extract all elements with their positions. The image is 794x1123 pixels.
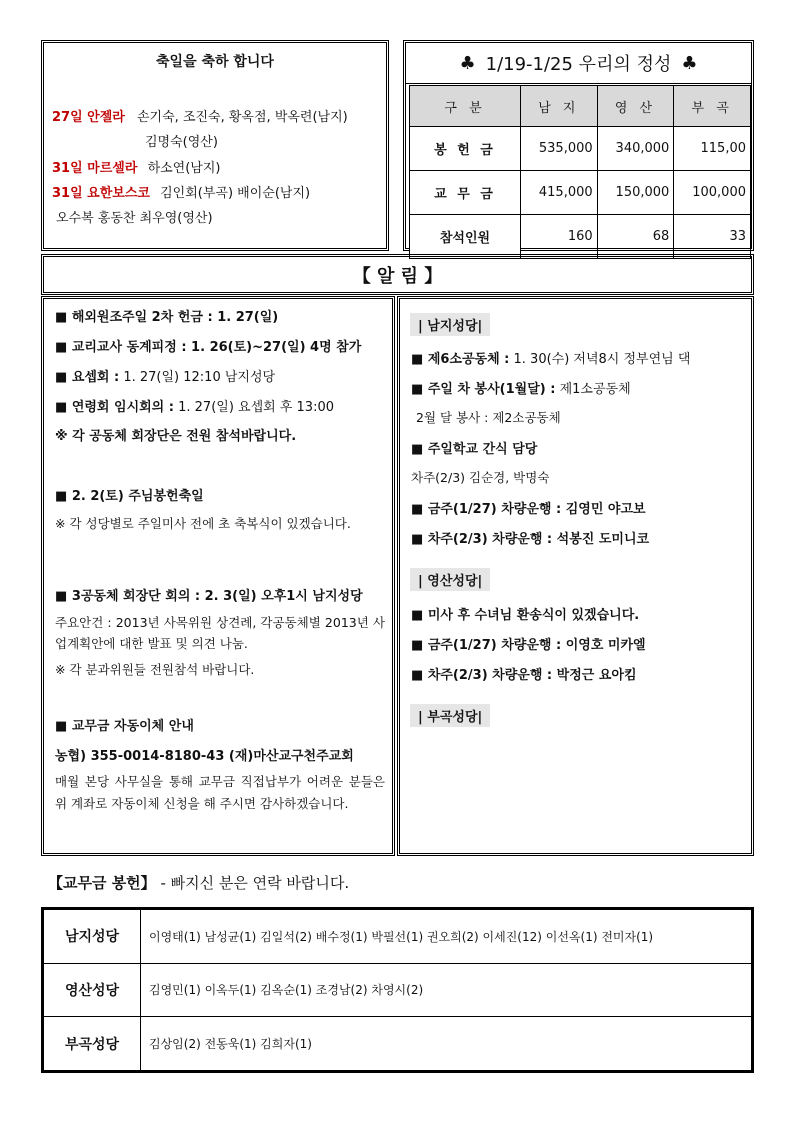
notice-head: 차주(2/3) 차량운행 : 박정근 요아킴 (427, 668, 637, 683)
feast-line (52, 182, 310, 201)
notice-head: 해외원조주일 2차 헌금 : (71, 310, 213, 325)
offering-table (409, 85, 751, 259)
feast-names: 오수복 홍동찬 최우영(영산) (56, 211, 213, 226)
feast-day: 31일 마르셀라 (52, 161, 138, 176)
feast-names: 손기숙, 조진숙, 황옥점, 박옥련(남지) (137, 110, 348, 125)
notice-note: ※ 각 성당별로 주일미사 전에 초 축복식이 있겠습니다. (55, 516, 351, 531)
parish-tag-yeongsan: | 영산성당| (410, 568, 490, 591)
offering-row-label: 참석인원 (410, 215, 521, 259)
feast-title: 축일을 축하 합니다 (156, 54, 274, 70)
notice-item: ■ 요셉회 : 1. 27(일) 12:10 남지성당 (55, 370, 276, 385)
notice-head: 교리교사 동계피정 : 1. 26(토)~27(일) 4명 참가 (71, 340, 362, 355)
offering-title: 1/19-1/25 우리의 정성 (485, 54, 672, 75)
member-names: 이영태(1) 남성균(1) 김일석(2) 배수정(1) 박필선(1) 권오희(2) 이세진(12) 이선옥(1) 전미자(1) (141, 910, 752, 964)
notice-rest: 1. 27(일) (212, 310, 279, 325)
contribution-row (44, 910, 752, 964)
notice-item: ■ 3공동체 회장단 회의 : 2. 3(일) 오후1시 남지성당 (55, 589, 363, 604)
notice-rest: 1. 30(수) 저녁8시 정부연님 댁 (509, 352, 691, 367)
notice-head: 제6소공동체 : (427, 352, 510, 367)
notice-head: 요셉회 : (71, 370, 120, 385)
notice-item: ■ 해외원조주일 2차 헌금 : 1. 27(일) (55, 310, 279, 325)
notice-head: 금주(1/27) 차량운행 : 이영호 미카엘 (427, 638, 646, 653)
offering-value: 415,000 (521, 171, 598, 215)
notices-right-column (397, 296, 754, 856)
offering-header: 남 지 (521, 86, 598, 127)
offering-value: 160 (521, 215, 598, 259)
feast-day: 27일 안젤라 (52, 110, 125, 125)
club-icon: ♣ (681, 52, 698, 74)
notice-item: ■ 미사 후 수녀님 환송식이 있겠습니다. (411, 608, 640, 623)
offering-value: 535,000 (521, 127, 598, 171)
offering-header: 부 곡 (674, 86, 751, 127)
notice-head: 차주(2/3) 차량운행 : 석봉진 도미니코 (427, 532, 650, 547)
notice-head: 미사 후 수녀님 환송식이 있겠습니다. (427, 608, 640, 623)
notice-item: ■ 연령회 임시회의 : 1. 27(일) 요셉회 후 13:00 (55, 400, 334, 415)
club-icon: ♣ (459, 52, 476, 74)
offering-header: 구 분 (410, 86, 521, 127)
notice-item: ■ 교리교사 동계피정 : 1. 26(토)~27(일) 4명 참가 (55, 340, 362, 355)
feast-names: 김인회(부곡) 배이순(남지) (160, 186, 311, 201)
notice-item: ■ 주일학교 간식 담당 (411, 442, 538, 457)
notice-rest: 1. 27(일) 12:10 남지성당 (119, 370, 276, 385)
parish-name: 남지성당 (44, 910, 141, 964)
notice-item: ■ 금주(1/27) 차량운행 : 김영민 야고보 (411, 502, 646, 517)
feast-line (145, 131, 218, 150)
notice-agenda: 주요안건 : 2013년 사목위원 상견례, 각공동체별 2013년 사업계획안에 대한 발표 및 의견 나눔. (55, 615, 385, 651)
contribution-heading (48, 872, 349, 893)
offering-title-bar (406, 43, 751, 84)
notice-item: ■ 차주(2/3) 차량운행 : 석봉진 도미니코 (411, 532, 650, 547)
notice-head: 금주(1/27) 차량운행 : 김영민 야고보 (427, 502, 646, 517)
notice-head: 주일 차 봉사(1월달) : (427, 382, 556, 397)
offering-row (410, 127, 751, 171)
feast-names: 하소연(남지) (147, 161, 221, 176)
notice-head: 교무금 자동이체 안내 (71, 719, 194, 734)
offering-value: 150,000 (597, 171, 674, 215)
notice-rest: 제1소공동체 (555, 382, 631, 397)
contribution-row (44, 1017, 752, 1071)
notice-item: ■ 주일 차 봉사(1월달) : 제1소공동체 (411, 382, 631, 397)
contribution-row (44, 963, 752, 1017)
feast-line (56, 207, 213, 226)
offering-value: 100,000 (674, 171, 751, 215)
parish-name: 부곡성당 (44, 1017, 141, 1071)
notices-title: 【 알 림 】 (41, 254, 754, 295)
offering-header: 영 산 (597, 86, 674, 127)
notice-sub: 차주(2/3) 김순경, 박명숙 (411, 470, 550, 485)
offering-value: 115,00 (674, 127, 751, 171)
notice-head: 주일학교 간식 담당 (427, 442, 538, 457)
transfer-description: 매월 본당 사무실을 통해 교무금 직접납부가 어려운 분들은 위 계좌로 자동이체 신청을 해 주시면 감사하겠습니다. (55, 774, 385, 811)
parish-tag-namji: | 남지성당| (410, 313, 490, 336)
notice-item: ■ 차주(2/3) 차량운행 : 박정근 요아킴 (411, 668, 637, 683)
offering-value: 33 (674, 215, 751, 259)
notice-item: ■ 교무금 자동이체 안내 (55, 719, 194, 734)
feast-names: 김명숙(영산) (145, 135, 218, 150)
notice-sub: 2월 달 봉사 : 제2소공동체 (416, 410, 561, 425)
notice-note: ※ 각 분과위원들 전원참석 바랍니다. (55, 662, 255, 677)
notice-item: ■ 제6소공동체 : 1. 30(수) 저녁8시 정부연님 댁 (411, 352, 691, 367)
parish-tag-bugok: | 부곡성당| (410, 704, 490, 727)
offering-row-label: 봉 헌 금 (410, 127, 521, 171)
offering-header-row (410, 86, 751, 127)
feast-line (52, 106, 348, 125)
notice-note: ※ 각 공동체 회장단은 전원 참석바랍니다. (55, 429, 297, 444)
feast-day: 31일 요한보스코 (52, 186, 150, 201)
contribution-title: 【교무금 봉헌】 (48, 874, 156, 892)
member-names: 김영민(1) 이옥두(1) 김옥순(1) 조경남(2) 차영시(2) (141, 963, 752, 1017)
offering-row-label: 교 무 금 (410, 171, 521, 215)
notice-item: ■ 금주(1/27) 차량운행 : 이영호 미카엘 (411, 638, 646, 653)
member-names: 김상임(2) 전동욱(1) 김희자(1) (141, 1017, 752, 1071)
notice-rest: 1. 27(일) 요셉회 후 13:00 (173, 400, 334, 415)
offering-row (410, 171, 751, 215)
offering-box (403, 40, 754, 251)
feast-box (41, 40, 389, 251)
notice-head: 3공동체 회장단 회의 : 2. 3(일) 오후1시 남지성당 (71, 589, 363, 604)
notice-item: ■ 2. 2(토) 주님봉헌축일 (55, 489, 204, 504)
offering-row (410, 215, 751, 259)
notices-left-column (41, 296, 395, 856)
offering-value: 340,000 (597, 127, 674, 171)
feast-line (52, 157, 221, 176)
contribution-table (41, 907, 754, 1073)
notice-head: 2. 2(토) 주님봉헌축일 (71, 489, 204, 504)
notice-head: 연령회 임시회의 : (71, 400, 174, 415)
parish-name: 영산성당 (44, 963, 141, 1017)
contribution-subtitle: - 빠지신 분은 연락 바랍니다. (155, 874, 350, 892)
offering-value: 68 (597, 215, 674, 259)
bank-account: 농협) 355-0014-8180-43 (재)마산교구천주교회 (55, 749, 354, 764)
